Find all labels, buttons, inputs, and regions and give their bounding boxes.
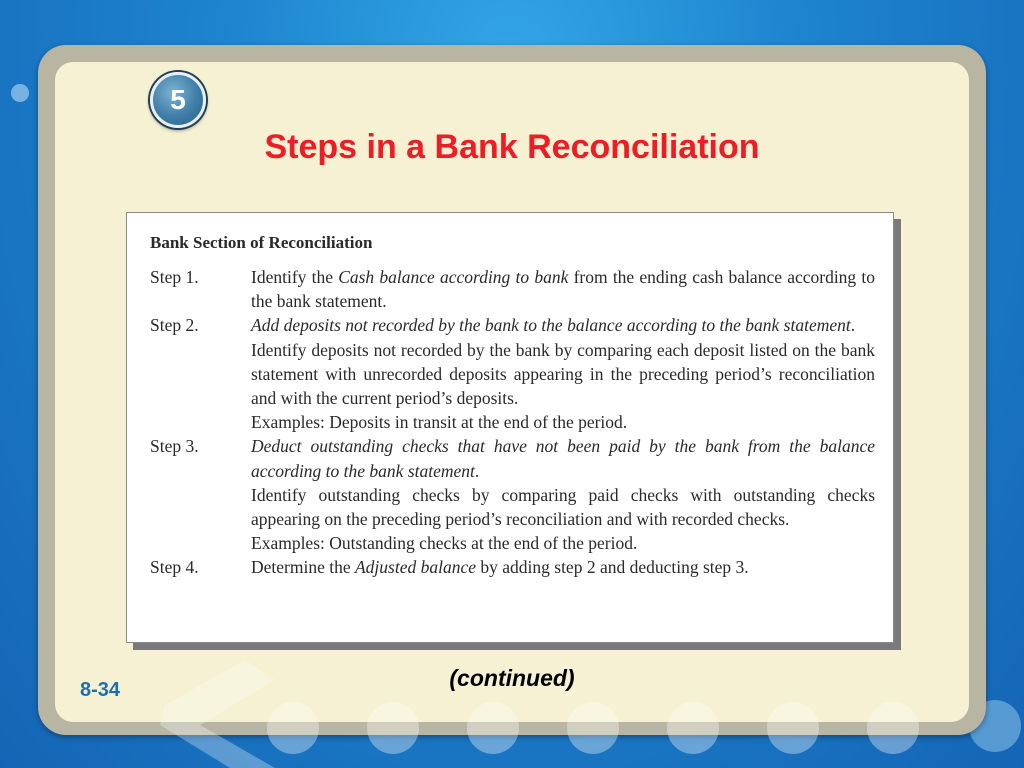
step-detail: Identify deposits not recorded by the bank by comparing each deposit listed on the bank statement with unrecorded deposits appearing in the preceding period’s reconciliation and with the current period’s deposits. <box>251 339 875 409</box>
step-label: Step 3. <box>150 436 199 457</box>
step-example: Examples: Outstanding checks at the end of the period. <box>251 533 638 554</box>
page-number: 8-34 <box>80 679 121 701</box>
badge-number: 5 <box>170 84 186 115</box>
step-text: Identify the <box>251 267 339 287</box>
step-body <box>251 555 875 579</box>
step-detail: Identify outstanding checks by comparing paid checks with outstanding checks appearing on the preceding period’s reconciliation and with recorded checks. <box>251 484 875 530</box>
step-text: from the ending cash balance according to the bank statement. <box>251 267 876 312</box>
step-emphasis: Add deposits not recorded by the bank to the balance according to the bank statement <box>251 315 851 336</box>
step-1 <box>150 265 875 313</box>
step-emphasis: Cash balance according to bank <box>338 267 569 287</box>
step-body <box>251 434 875 555</box>
step-label: Step 1. <box>150 267 199 287</box>
step-2 <box>150 313 875 434</box>
step-body <box>251 265 875 313</box>
step-4 <box>150 555 875 579</box>
step-text: by adding step 2 and deducting step 3. <box>476 557 749 578</box>
step-label: Step 2. <box>150 315 199 336</box>
step-body <box>251 313 875 434</box>
step-3 <box>150 434 875 555</box>
figure-heading: Bank Section of Reconciliation <box>150 233 373 252</box>
steps-list <box>150 265 875 580</box>
continued-note: (continued) <box>449 665 575 691</box>
slide-title: Steps in a Bank Reconciliation <box>264 128 760 166</box>
step-number-badge <box>150 72 206 128</box>
step-punctuation: . <box>850 315 856 336</box>
reconciliation-figure <box>126 212 894 643</box>
step-punctuation: . <box>474 460 480 481</box>
step-label: Step 4. <box>150 557 199 578</box>
step-emphasis: Adjusted balance <box>354 557 476 578</box>
step-emphasis: Deduct outstanding checks that have not been paid by the bank from the balance according to the bank statement <box>251 436 875 481</box>
step-text: Determine the <box>251 557 355 578</box>
step-example: Examples: Deposits in transit at the end of the period. <box>251 412 628 433</box>
